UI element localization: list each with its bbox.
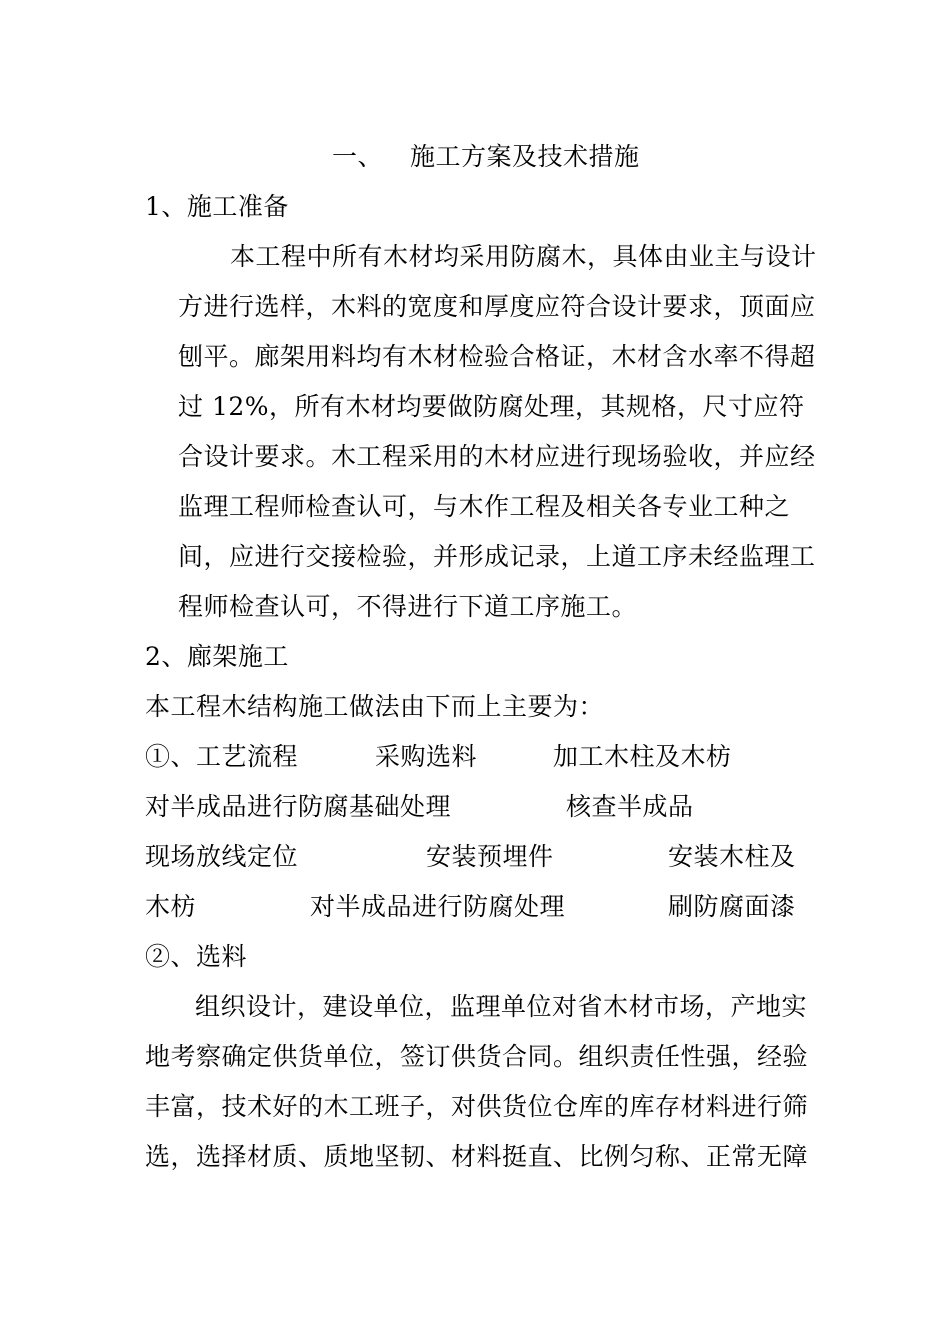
- process-label: ①、工艺流程: [145, 742, 299, 771]
- title-number: 一、: [332, 142, 384, 171]
- process-step: 采购选料: [375, 742, 478, 771]
- process-step: 对半成品进行防腐基础处理: [145, 792, 452, 821]
- process-step: 安装木柱及: [668, 842, 796, 871]
- process-step: 安装预埋件: [426, 842, 554, 871]
- process-step: 加工木柱及木枋: [553, 742, 732, 771]
- process-step: 现场放线定位: [145, 842, 299, 871]
- title-text: 施工方案及技术措施: [410, 142, 640, 171]
- process-step: 刷防腐面漆: [668, 892, 796, 921]
- process-step: 核查半成品: [566, 792, 694, 821]
- process-step: 对半成品进行防腐处理: [310, 892, 566, 921]
- process-step: 木枋: [145, 892, 197, 921]
